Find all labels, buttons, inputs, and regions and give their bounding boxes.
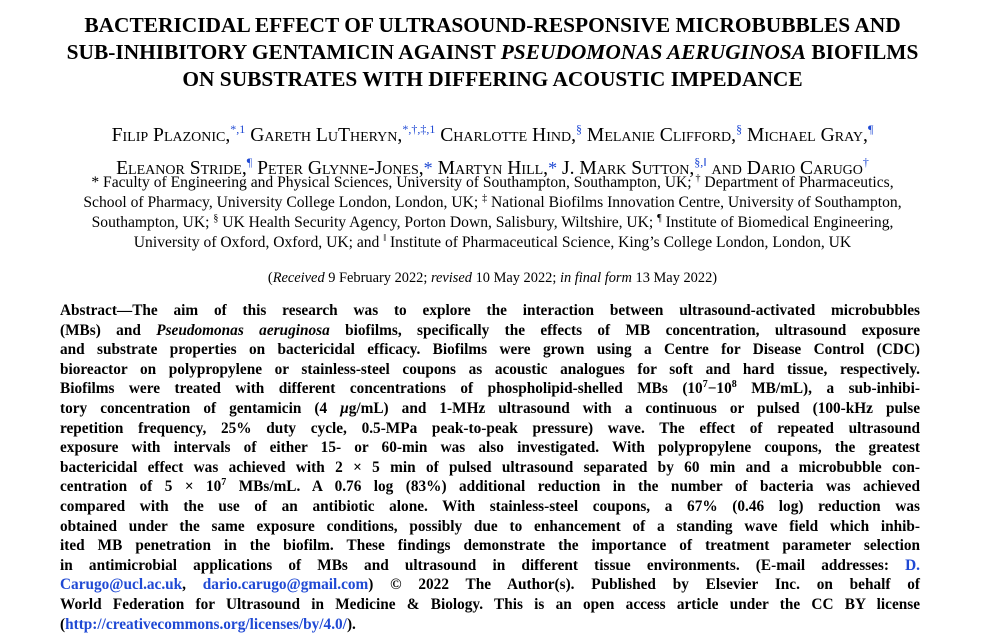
abstract-line: World Federation for Ultrasound in Medicine & Biology. This is an open access article under the CC BY license xyxy=(60,595,920,613)
author-name: J. Mark Sutton, xyxy=(557,158,695,179)
abstract-line: repetition frequency, 25% duty cycle, 0.5-MPa peak-to-peak pressure) wave. The effect of repeated ultrasound xyxy=(60,419,920,437)
title-line-2 xyxy=(0,39,985,66)
affiliation-text: School of Pharmacy, University College London, London, UK; xyxy=(83,194,483,211)
affiliation-marker[interactable]: * xyxy=(423,158,433,178)
paper-title xyxy=(0,12,985,93)
affiliation-text: University of Oxford, Oxford, UK; and xyxy=(133,234,384,251)
species-name: Pseudomonas aeruginosa xyxy=(156,321,330,339)
abstract xyxy=(60,301,920,634)
email-link[interactable]: Carugo@ucl.ac.uk xyxy=(60,576,183,594)
author-name: Peter Glynne-Jones, xyxy=(252,158,424,179)
abstract-text: in antimicrobial applications of MBs and ultrasound in different tissue environments. (E-mail addresses: xyxy=(60,556,906,574)
abstract-text: centration of 5 × 10 xyxy=(60,478,222,496)
author-name: Martyn Hill, xyxy=(432,158,549,179)
affiliation-marker[interactable]: §,‖ xyxy=(694,155,707,169)
affiliation-marker[interactable]: § xyxy=(576,122,582,136)
abstract-text: MBs/mL. A 0.76 log (83%) additional reduction in the number of bacteria was achieved xyxy=(226,478,920,496)
affiliation-symbol: † xyxy=(695,173,701,184)
exponent: 8 xyxy=(731,379,737,391)
revised-date: 10 May 2022; xyxy=(472,270,560,286)
abstract-text: biofilms, specifically the effects of MB concentration, ultrasound exposure xyxy=(329,321,920,339)
author-name: and Dario Carugo xyxy=(706,158,863,179)
abstract-line: compared with the use of an antibiotic alone. With stainless-steel coupons, a 67% (0.46 log) reduction was xyxy=(60,497,920,515)
author-name: Eleanor Stride, xyxy=(116,158,247,179)
received-label: Received xyxy=(272,270,325,286)
affiliation-symbol: ‖ xyxy=(383,233,387,244)
affiliation-text: UK Health Security Agency, Porton Down, Salisbury, Wiltshire, UK; xyxy=(218,214,658,231)
affiliation-text: Institute of Pharmaceutical Science, King’s College London, London, UK xyxy=(386,234,852,251)
abstract-line xyxy=(60,321,920,341)
abstract-line: obtained under the same exposure conditions, possibly due to enhancement of a standing wave field which inhib- xyxy=(60,517,920,535)
final-form-date: 13 May 2022) xyxy=(631,270,718,286)
exponent: 7 xyxy=(221,477,227,489)
abstract-text: MB/mL), a sub-inhibi- xyxy=(736,380,920,398)
abstract-line: ited MB penetration in the biofilm. These findings demonstrate the importance of treatment parameter selection xyxy=(60,537,920,555)
title-text: BIOFILMS xyxy=(806,40,919,64)
abstract-line xyxy=(60,556,920,576)
abstract-line: Abstract—The aim of this research was to explore the interaction between ultrasound-activated microbubbles xyxy=(60,302,920,319)
license-link[interactable]: http://creativecommons.org/licenses/by/4.0/ xyxy=(65,615,347,633)
exponent: 7 xyxy=(702,379,708,391)
abstract-text: tory concentration of gentamicin (4 xyxy=(60,399,341,417)
affiliation-marker[interactable]: *,†,‡,1 xyxy=(402,122,436,136)
final-form-label: in final form xyxy=(559,270,632,286)
affiliation-symbol: ‡ xyxy=(482,193,488,204)
title-line-3: ON SUBSTRATES WITH DIFFERING ACOUSTIC IMPEDANCE xyxy=(182,67,803,91)
affiliation-marker[interactable]: *,1 xyxy=(230,122,246,136)
affiliation-symbol: § xyxy=(213,213,219,224)
title-text: SUB-INHIBITORY GENTAMICIN AGAINST xyxy=(66,40,501,64)
title-line-1: BACTERICIDAL EFFECT OF ULTRASOUND-RESPONSIVE MICROBUBBLES AND xyxy=(84,13,901,37)
affiliation-marker[interactable]: ¶ xyxy=(246,155,253,169)
author-name: Michael Gray, xyxy=(742,125,868,146)
abstract-line: and substrate properties on bactericidal efficacy. Biofilms were grown using a Centre for Disease Control (CDC) xyxy=(60,341,920,359)
affiliation-text: Southampton, UK; xyxy=(91,214,214,231)
affiliation-marker[interactable]: † xyxy=(862,155,869,169)
abstract-text: ). xyxy=(346,615,356,633)
affiliation-symbol: * xyxy=(91,174,100,191)
title-species: PSEUDOMONAS AERUGINOSA xyxy=(500,40,807,64)
abstract-line: bioreactor on polypropylene or stainless-steel coupons as acoustic analogues for soft and hard tissue, respectively. xyxy=(60,360,920,378)
affiliation-marker[interactable]: § xyxy=(736,122,743,136)
abstract-line: bactericidal effect was achieved with 2 × 5 min of pulsed ultrasound separated by 60 min and a microbubble con- xyxy=(60,458,920,476)
affiliations xyxy=(0,173,985,253)
affiliation-marker[interactable]: ¶ xyxy=(867,122,874,136)
affiliation-text: Institute of Biomedical Engineering, xyxy=(661,214,894,231)
email-link[interactable]: D. xyxy=(905,556,920,574)
abstract-text: ( xyxy=(60,615,66,633)
abstract-text: Biofilms were treated with different concentrations of phospholipid-shelled MBs (10 xyxy=(60,380,703,398)
author-name: Filip Plazonic, xyxy=(111,125,231,146)
abstract-line: exposure with intervals of either 15- or 60-min was also investigated. With polypropylene coupons, the greatest xyxy=(60,439,920,457)
paren: ( xyxy=(267,270,273,286)
abstract-line xyxy=(60,615,920,635)
abstract-line xyxy=(60,575,920,595)
abstract-line xyxy=(60,399,920,419)
affiliation-line-2 xyxy=(0,193,985,213)
abstract-text: −10 xyxy=(707,380,732,398)
affiliation-text: Faculty of Engineering and Physical Sciences, University of Southampton, Southampton, UK; xyxy=(99,174,696,191)
abstract-line xyxy=(60,477,920,497)
affiliation-text: Department of Pharmaceutics, xyxy=(700,174,894,191)
affiliation-text: National Biofilms Innovation Centre, University of Southampton, xyxy=(487,194,902,211)
mu-symbol: μ xyxy=(340,399,349,417)
affiliation-line-3 xyxy=(0,213,985,233)
affiliation-line-4 xyxy=(0,233,985,253)
received-date: 9 February 2022; xyxy=(324,270,431,286)
author-name: Charlotte Hind, xyxy=(435,125,576,146)
authors-line-1 xyxy=(0,116,985,149)
abstract-line xyxy=(60,379,920,399)
email-link[interactable]: dario.carugo@gmail.com xyxy=(202,576,369,594)
affiliation-symbol: ¶ xyxy=(657,213,662,224)
abstract-text: ) © 2022 The Author(s). Published by Elsevier Inc. on behalf of xyxy=(368,576,920,594)
abstract-text: (MBs) and xyxy=(60,321,157,339)
abstract-text: g/mL) and 1-MHz ultrasound with a continuous or pulsed (100-kHz pulse xyxy=(348,399,920,417)
affiliation-line-1 xyxy=(0,173,985,193)
abstract-text: , xyxy=(182,576,203,594)
received-dates xyxy=(0,270,985,287)
author-name: Melanie Clifford, xyxy=(582,125,737,146)
affiliation-marker[interactable]: * xyxy=(548,158,558,178)
revised-label: revised xyxy=(430,270,472,286)
author-name: Gareth LuTheryn, xyxy=(245,125,403,146)
